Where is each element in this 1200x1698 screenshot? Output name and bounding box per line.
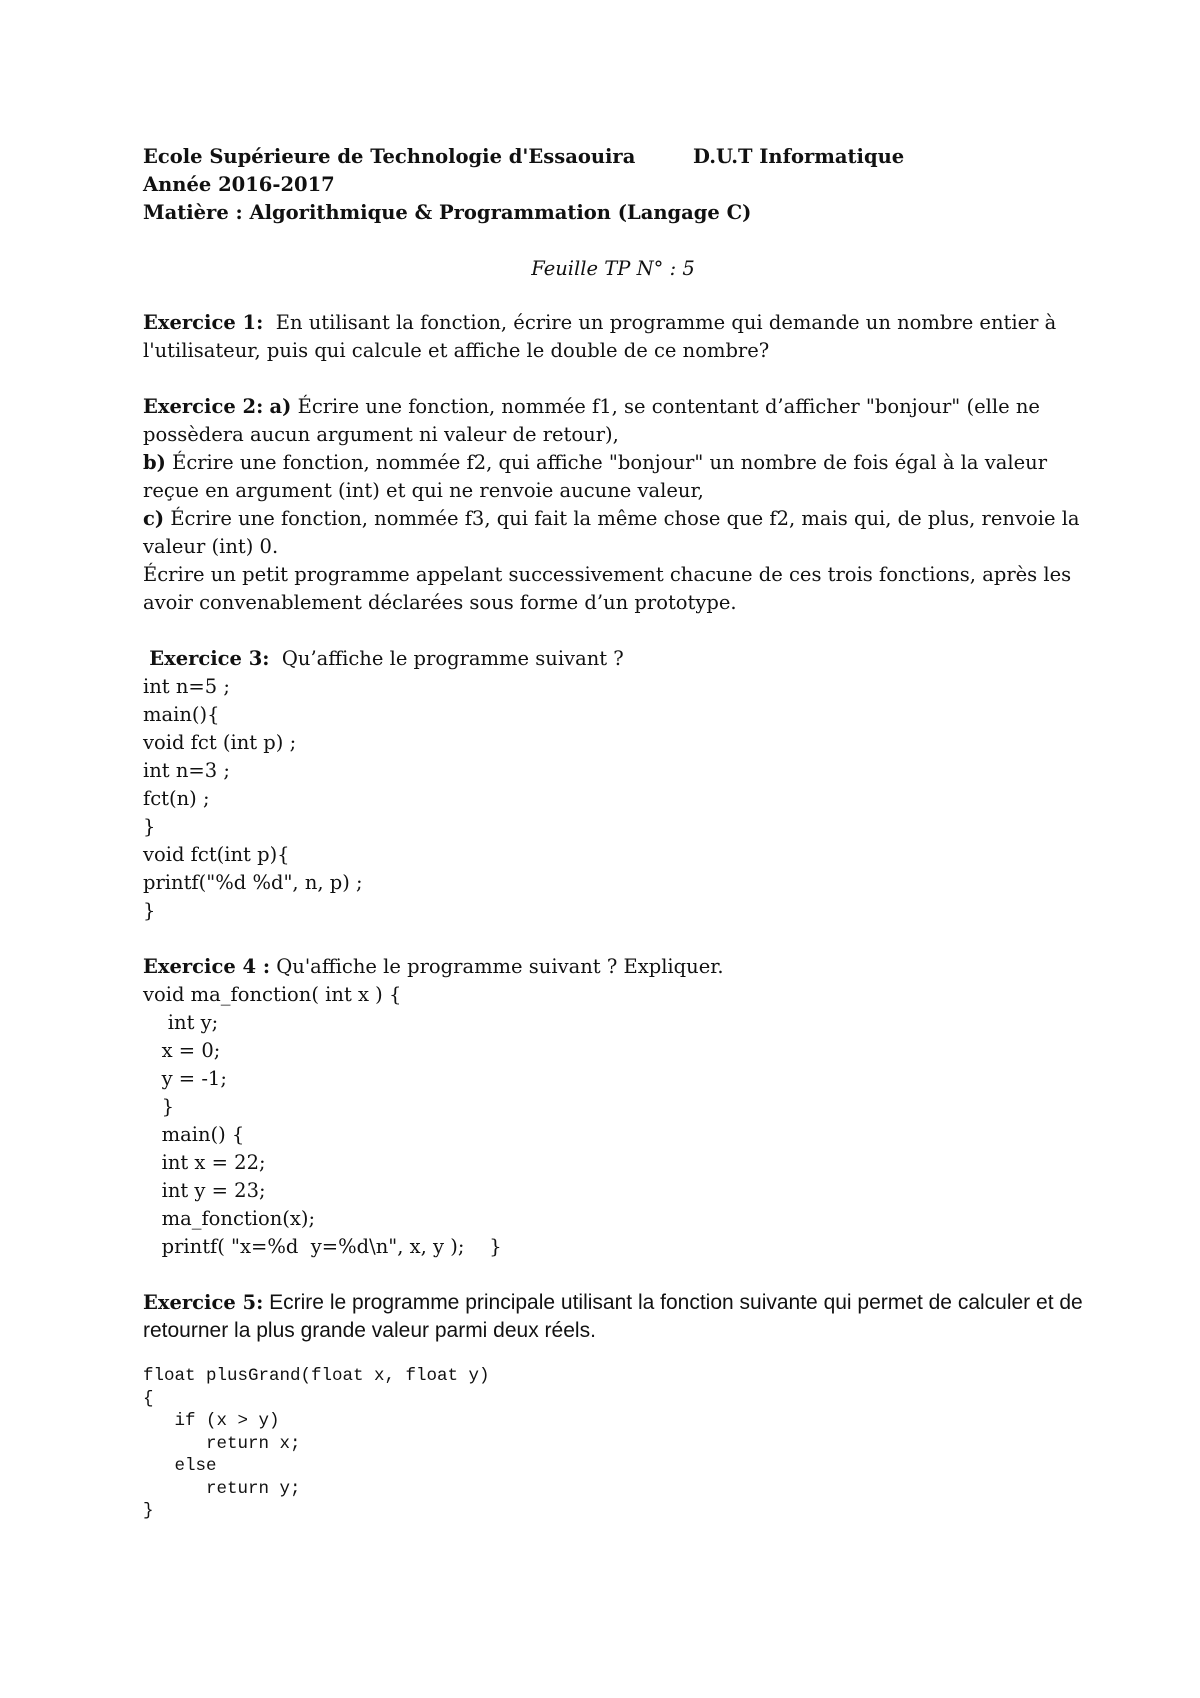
exercise-5: [143, 1289, 1083, 1523]
exercise-4-question: Qu'affiche le programme suivant ? Expliquer.: [276, 955, 724, 978]
header-row: [143, 143, 1083, 171]
school-name: Ecole Supérieure de Technologie d'Essaouira: [143, 145, 636, 168]
exercise-4: [143, 953, 1083, 1261]
exercise-1-label: Exercice 1:: [143, 311, 264, 334]
exercise-5-code: float plusGrand(float x, float y) { if (x > y) return x; else return y; }: [143, 1366, 490, 1521]
exercise-2a-label: a): [269, 395, 292, 418]
exercise-5-label: Exercice 5:: [143, 1291, 264, 1314]
exercise-3: [143, 645, 1083, 925]
exercise-5-text: Ecrire le programme principale utilisant la fonction suivante qui permet de calculer et de retourner la plus grande valeur parmi deux réels.: [143, 1291, 1083, 1342]
exercise-3-label: Exercice 3:: [149, 647, 270, 670]
exercise-2c-text: Écrire une fonction, nommée f3, qui fait la même chose que f2, mais qui, de plus, renvoie la valeur (int) 0.: [143, 507, 1080, 558]
exercise-2b-text: Écrire une fonction, nommée f2, qui affiche "bonjour" un nombre de fois égal à la valeur reçue en argument (int) et qui ne renvoie aucune valeur,: [143, 451, 1048, 502]
exercise-2-label: Exercice 2:: [143, 395, 264, 418]
exercise-3-question: Qu’affiche le programme suivant ?: [281, 647, 624, 670]
document-page: [143, 143, 1083, 1551]
academic-year: Année 2016-2017: [143, 173, 335, 196]
exercise-4-label: Exercice 4 :: [143, 955, 271, 978]
exercise-3-code: int n=5 ; main(){ void fct (int p) ; int n=3 ; fct(n) ; } void fct(int p){ printf("%d %d", n, p) ; }: [143, 675, 363, 922]
subject: Matière : Algorithmique & Programmation (Langage C): [143, 201, 752, 224]
exercise-2-final: Écrire un petit programme appelant successivement chacune de ces trois fonctions, après les avoir convenablement déclarées sous forme d’un prototype.: [143, 563, 1072, 614]
sheet-title: Feuille TP N° : 5: [531, 257, 695, 280]
exercise-2a-text: Écrire une fonction, nommée f1, se contentant d’afficher "bonjour" (elle ne possèdera aucun argument ni valeur de retour),: [143, 395, 1040, 446]
exercise-1-text: En utilisant la fonction, écrire un programme qui demande un nombre entier à l'utilisateur, puis qui calcule et affiche le double de ce nombre?: [143, 311, 1057, 362]
exercise-2b-label: b): [143, 451, 166, 474]
exercise-1: [143, 309, 1083, 365]
exercise-4-code: void ma_fonction( int x ) { int y; x = 0; y = -1; } main() { int x = 22; int y = 23; ma_fonction(x); printf( "x=%d y=%d\n", x, y ); }: [143, 983, 502, 1258]
exercise-2: [143, 393, 1083, 617]
program-name: D.U.T Informatique: [693, 145, 905, 168]
exercise-2c-label: c): [143, 507, 165, 530]
